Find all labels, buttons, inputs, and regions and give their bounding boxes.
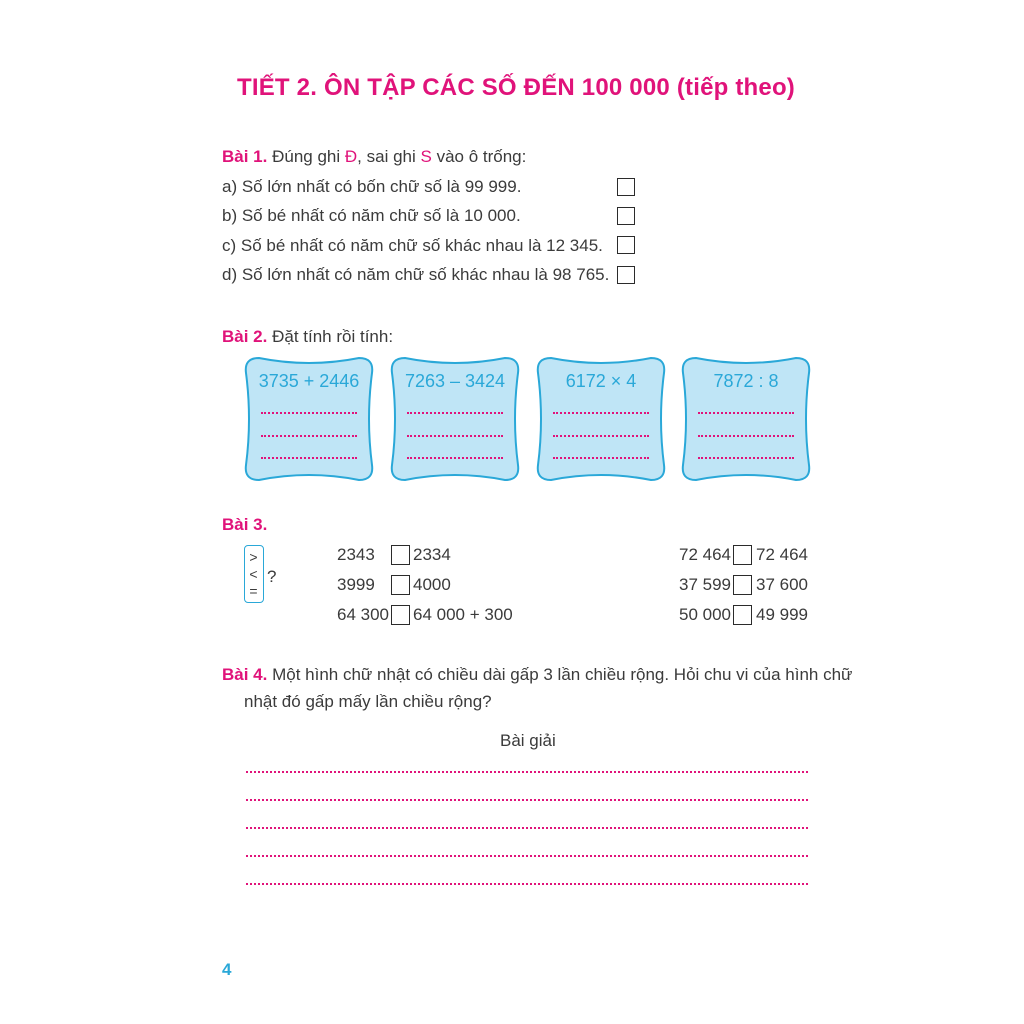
exercise-3-label: Bài 3. [222,515,268,534]
work-line[interactable] [698,435,794,437]
comparison-signs-box [244,545,264,603]
calc-card-2 [389,355,521,483]
compare-left-2-a: 3999 [337,575,375,594]
answer-line[interactable] [246,799,808,801]
exercise-3-heading [222,515,267,535]
answer-line[interactable] [246,827,808,829]
work-line[interactable] [698,412,794,414]
work-line[interactable] [261,457,357,459]
work-line[interactable] [407,457,503,459]
compare-right-3-a: 50 000 [679,605,731,624]
work-line[interactable] [553,412,649,414]
exercise-2-heading [222,327,393,347]
exercise-1-item-a: a) Số lớn nhất có bốn chữ số là 99 999. [222,177,522,196]
compare-left-3-b: 64 000 + 300 [413,605,513,624]
calc-card-1 [243,355,375,483]
answer-box-d[interactable] [617,266,635,284]
compare-box-right-2[interactable] [733,575,752,595]
exercise-1-instr-b: , sai ghi [357,147,416,166]
exercise-4-line1: Một hình chữ nhật có chiều dài gấp 3 lần chiều rộng. Hỏi chu vi của hình chữ [272,665,853,684]
work-line[interactable] [698,457,794,459]
work-line[interactable] [407,435,503,437]
compare-right-2-b: 37 600 [756,575,808,594]
work-line[interactable] [261,435,357,437]
compare-box-left-3[interactable] [391,605,410,625]
compare-right-2-a: 37 599 [679,575,731,594]
exercise-1-instr-d: Đ [344,147,358,166]
greater-sign: > [249,549,258,565]
work-line[interactable] [553,457,649,459]
solution-heading: Bài giải [500,731,556,750]
exercise-1-item-d: d) Số lớn nhất có năm chữ số khác nhau là 98 765. [222,265,610,284]
compare-right-1-a: 72 464 [679,545,731,564]
compare-left-2-b: 4000 [413,575,451,594]
calc-card-4 [680,355,812,483]
page-number: 4 [222,960,232,979]
compare-left-1-a: 2343 [337,545,375,564]
exercise-1-instr-s: S [420,147,432,166]
exercise-1-label: Bài 1. [222,147,268,166]
calc-expression-3: 6172 × 4 [565,371,637,391]
page-title: TIẾT 2. ÔN TẬP CÁC SỐ ĐẾN 100 000 (tiếp theo) [237,74,795,101]
equal-sign: = [249,583,258,599]
answer-line[interactable] [246,771,808,773]
exercise-4-line2: nhật đó gấp mấy lần chiều rộng? [244,692,492,711]
work-line[interactable] [407,412,503,414]
calc-expression-2: 7263 – 3424 [404,371,506,391]
exercise-1-item-b: b) Số bé nhất có năm chữ số là 10 000. [222,206,521,225]
answer-box-c[interactable] [617,236,635,254]
less-sign: < [249,566,258,582]
compare-right-3-b: 49 999 [756,605,808,624]
exercise-1-heading [222,147,526,167]
compare-box-right-1[interactable] [733,545,752,565]
exercise-2-instr: Đặt tính rồi tính: [272,327,394,346]
answer-line[interactable] [246,883,808,885]
compare-right-1-b: 72 464 [756,545,808,564]
exercise-2-label: Bài 2. [222,327,268,346]
answer-box-b[interactable] [617,207,635,225]
work-line[interactable] [553,435,649,437]
question-mark: ? [267,567,277,586]
calc-expression-4: 7872 : 8 [713,371,779,391]
compare-box-right-3[interactable] [733,605,752,625]
exercise-1-instr-c: vào ô trống: [436,147,527,166]
answer-line[interactable] [246,855,808,857]
compare-left-1-b: 2334 [413,545,451,564]
compare-box-left-2[interactable] [391,575,410,595]
work-line[interactable] [261,412,357,414]
exercise-4-label: Bài 4. [222,665,268,684]
compare-left-3-a: 64 300 [337,605,389,624]
answer-box-a[interactable] [617,178,635,196]
compare-box-left-1[interactable] [391,545,410,565]
exercise-1-item-c: c) Số bé nhất có năm chữ số khác nhau là 12 345. [222,236,603,255]
exercise-1-instr-a: Đúng ghi [272,147,341,166]
calc-card-3 [535,355,667,483]
exercise-4-heading [222,665,852,685]
calc-expression-1: 3735 + 2446 [258,371,360,391]
